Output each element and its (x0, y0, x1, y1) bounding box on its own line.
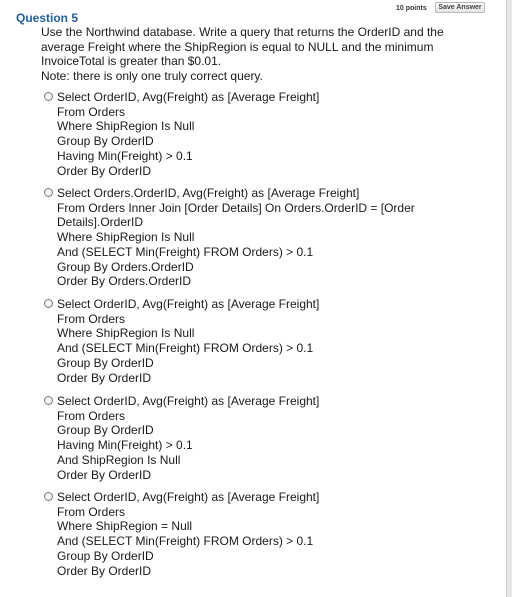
option-2-text (57, 186, 482, 289)
save-answer-button[interactable]: Save Answer (435, 2, 485, 13)
option-line: Order By OrderID (57, 467, 152, 482)
page-scroll-edge (506, 0, 512, 597)
prompt-line: Use the Northwind database. Write a query that returns the OrderID and the (41, 25, 444, 39)
option-line: Select OrderID, Avg(Freight) as [Average Freight] (57, 394, 320, 408)
option-4-text (57, 394, 482, 482)
option-line: Order By OrderID (57, 163, 152, 178)
question-prompt (41, 25, 476, 83)
radio-button-option-3[interactable] (44, 299, 53, 308)
option-line: Where ShipRegion = Null (57, 519, 193, 534)
option-line: Group By OrderID (57, 548, 154, 563)
option-line: Group By Orders.OrderID (57, 259, 194, 274)
option-line: Group By OrderID (57, 355, 154, 370)
option-line: Details].OrderID (57, 215, 144, 230)
option-line: Order By OrderID (57, 370, 152, 385)
option-5-text (57, 490, 482, 578)
option-line: Order By OrderID (57, 563, 152, 578)
option-line: Where ShipRegion Is Null (57, 326, 195, 341)
option-line: Select OrderID, Avg(Freight) as [Average Freight] (57, 90, 320, 104)
option-line: From Orders (57, 504, 126, 519)
option-line: And (SELECT Min(Freight) FROM Orders) > 0.1 (57, 341, 314, 356)
radio-button-option-1[interactable] (44, 92, 53, 101)
prompt-line: average Freight where the ShipRegion is equal to NULL and the minimum (41, 39, 434, 54)
radio-button-option-4[interactable] (44, 396, 53, 405)
option-line: Select OrderID, Avg(Freight) as [Average Freight] (57, 297, 320, 311)
option-3-text (57, 297, 482, 385)
option-line: From Orders (57, 311, 126, 326)
option-line: And ShipRegion Is Null (57, 452, 181, 467)
prompt-line: InvoiceTotal is greater than $0.01. (41, 54, 222, 69)
question-title: Question 5 (16, 11, 79, 25)
option-line: Where ShipRegion Is Null (57, 230, 195, 245)
option-line: From Orders Inner Join [Order Details] On Orders.OrderID = [Order (57, 200, 415, 215)
points-label: 10 points (396, 5, 427, 12)
option-1-text (57, 90, 482, 178)
option-line: Where ShipRegion Is Null (57, 119, 195, 134)
prompt-line: Note: there is only one truly correct query. (41, 68, 263, 83)
option-line: And (SELECT Min(Freight) FROM Orders) > 0.1 (57, 534, 314, 549)
option-line: From Orders (57, 408, 126, 423)
radio-button-option-5[interactable] (44, 492, 53, 501)
option-line: Group By OrderID (57, 423, 154, 438)
option-line: Having Min(Freight) > 0.1 (57, 438, 193, 453)
radio-button-option-2[interactable] (44, 188, 53, 197)
option-line: Group By OrderID (57, 134, 154, 149)
option-line: Having Min(Freight) > 0.1 (57, 148, 193, 163)
option-line: From Orders (57, 104, 126, 119)
option-line: Select OrderID, Avg(Freight) as [Average Freight] (57, 490, 320, 504)
option-line: And (SELECT Min(Freight) FROM Orders) > 0.1 (57, 244, 314, 259)
option-line: Order By Orders.OrderID (57, 274, 192, 289)
option-line: Select Orders.OrderID, Avg(Freight) as [Average Freight] (57, 186, 360, 200)
